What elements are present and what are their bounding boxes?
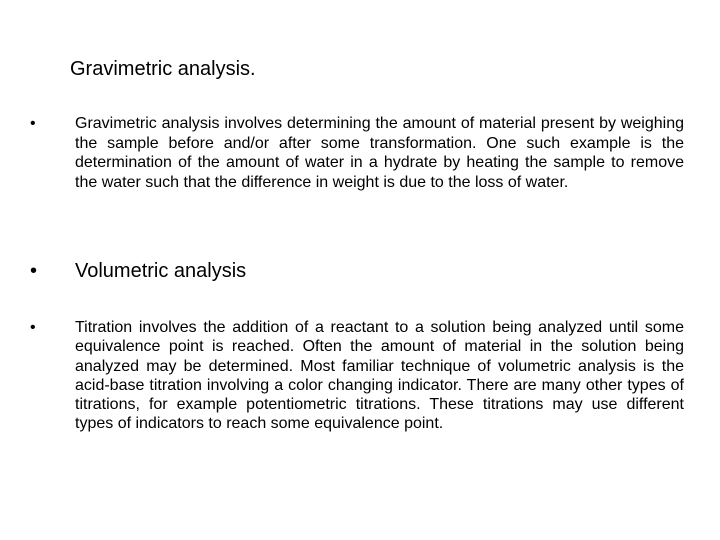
bullet-text: Titration involves the addition of a reactant to a solution being analyzed until some equivalence point is reached. Often the amount of material in the solution being analyzed may be determined. Most familiar technique of volumetric analysis is the acid-base titration involving a color changing indicator. There are many other types of titrations, for example potentiometric titrations. These titrations may use different types of indicators to reach some equivalence point. [75,319,684,433]
bullet-gravimetric-description [30,114,684,192]
bullet-volumetric-heading [30,258,684,284]
bullet-marker: • [30,319,36,336]
bullet-titration-description [30,318,684,434]
bullet-text: Gravimetric analysis involves determining the amount of material present by weighing the sample before and/or after some transformation. One such example is the determination of the amount of water in a hydrate by heating the sample to remove the water such that the difference in weight is due to the loss of water. [75,115,684,191]
bullet-marker: • [30,260,38,282]
bullet-marker: • [30,115,36,132]
slide-title: Gravimetric analysis. [70,58,256,80]
bullet-text: Volumetric analysis [75,260,247,282]
